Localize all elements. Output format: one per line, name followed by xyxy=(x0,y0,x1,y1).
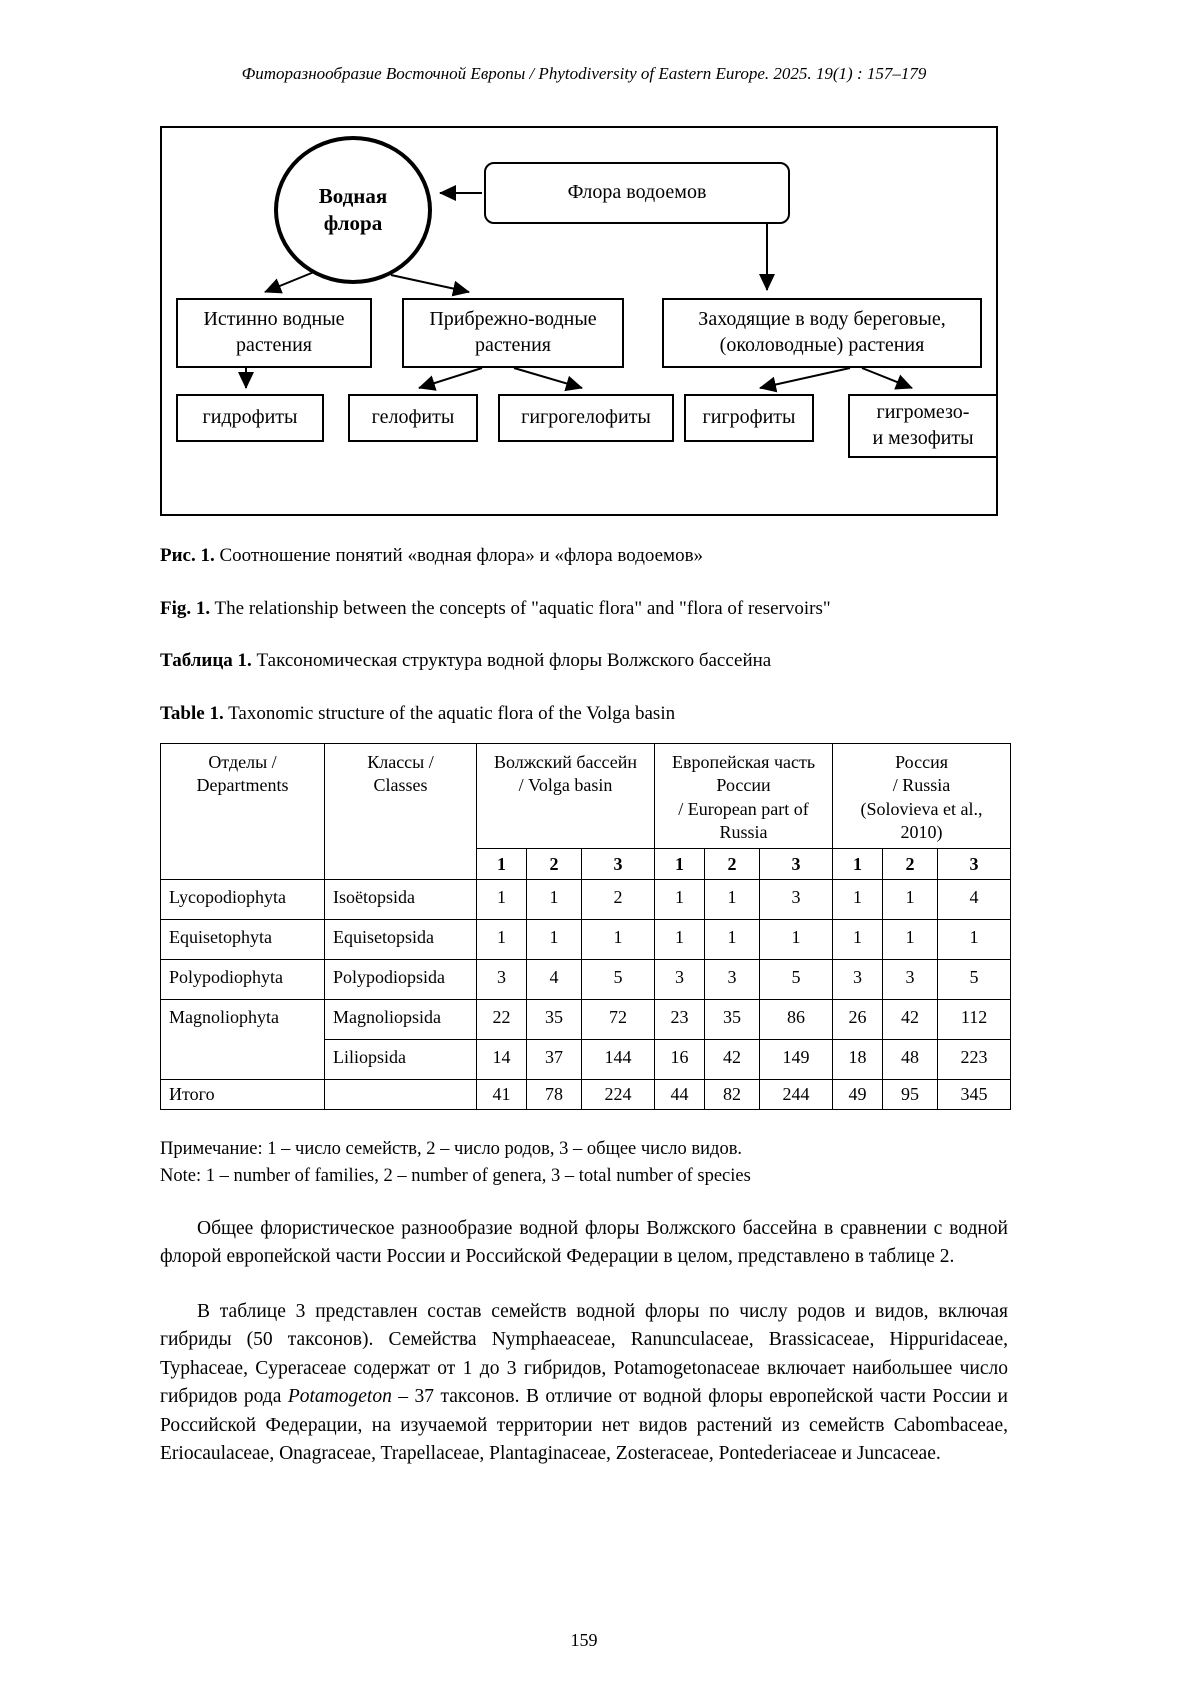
body-paragraph-1: Общее флористическое разнообразие водной флоры Волжского бассейна в сравнении с водной флорой европейской части России и Российской Федерации в целом, представлено в таблице 2. xyxy=(160,1217,1008,1268)
cell-value: 3 xyxy=(833,960,883,1000)
cell-value: 1 xyxy=(477,880,527,920)
cell-value: 72 xyxy=(582,1000,655,1040)
node-hydrophytes: гидрофиты xyxy=(176,394,324,442)
page-content xyxy=(160,0,1008,1469)
cell-value: 4 xyxy=(938,880,1011,920)
node-flora-of-reservoirs: Флора водоемов xyxy=(484,162,790,224)
subcol-header: 2 xyxy=(705,849,760,880)
table-row xyxy=(161,1000,1011,1040)
cell-value: 16 xyxy=(655,1040,705,1080)
cell-class: Polypodiopsida xyxy=(325,960,477,1000)
node-hygromesophytes: гигромезо- и мезофиты xyxy=(848,394,998,458)
cell-value: 1 xyxy=(833,880,883,920)
cell-value: 144 xyxy=(582,1040,655,1080)
subcol-header: 3 xyxy=(760,849,833,880)
table-total-row xyxy=(161,1080,1011,1110)
table-title-ru-label: Таблица 1. xyxy=(160,650,252,672)
paragraph-2-text-c: – 37 таксонов. В отличие от водной флоры европейской части России и Российской Федерации, на изучаемой территории нет видов растений из семейств Cabombaceae, Eriocaulaceae, Onagraceae, Trapellaceae, Plantaginaceae, Zosteraceae, Pontederiaceae и Juncaceae. xyxy=(160,1386,1008,1465)
cell-value: 49 xyxy=(833,1080,883,1110)
cell-value: 1 xyxy=(883,880,938,920)
cell-value: 37 xyxy=(527,1040,582,1080)
note-en: Note: 1 – number of families, 2 – number of genera, 3 – total number of species xyxy=(160,1165,751,1186)
cell-value: 1 xyxy=(527,880,582,920)
cell-value: 149 xyxy=(760,1040,833,1080)
node-coastal-aquatic-plants: Прибрежно-водные растения xyxy=(402,298,624,368)
cell-value: 35 xyxy=(705,1000,760,1040)
cell-value: 1 xyxy=(477,920,527,960)
table-notes xyxy=(160,1136,1008,1189)
note-ru: Примечание: 1 – число семейств, 2 – число родов, 3 – общее число видов. xyxy=(160,1139,743,1160)
header-departments: Отделы / Departments xyxy=(161,743,325,880)
cell-value: 5 xyxy=(760,960,833,1000)
cell-value: 18 xyxy=(833,1040,883,1080)
cell-class: Isoëtopsida xyxy=(325,880,477,920)
table-row xyxy=(161,880,1011,920)
cell-value: 1 xyxy=(938,920,1011,960)
node-helophytes: гелофиты xyxy=(348,394,478,442)
body-paragraph-2 xyxy=(160,1298,1008,1469)
cell-value: 1 xyxy=(527,920,582,960)
cell-department: Magnoliophyta xyxy=(161,1000,325,1080)
header-group-russia: Россия / Russia (Solovieva et al., 2010) xyxy=(833,743,1011,849)
cell-value: 42 xyxy=(883,1000,938,1040)
cell-value: 1 xyxy=(705,880,760,920)
subcol-header: 3 xyxy=(938,849,1011,880)
table-row xyxy=(161,960,1011,1000)
cell-value: 1 xyxy=(655,920,705,960)
table-title-en-label: Table 1. xyxy=(160,703,224,725)
cell-value: 82 xyxy=(705,1080,760,1110)
cell-value: 78 xyxy=(527,1080,582,1110)
cell-class: Magnoliopsida xyxy=(325,1000,477,1040)
cell-value: 3 xyxy=(477,960,527,1000)
cell-value: 1 xyxy=(705,920,760,960)
cell-value: 3 xyxy=(705,960,760,1000)
subcol-header: 1 xyxy=(655,849,705,880)
arrow-shore-to-hygromeso xyxy=(862,368,912,388)
cell-value: 1 xyxy=(883,920,938,960)
table-header-groups xyxy=(161,743,1011,849)
cell-value: 14 xyxy=(477,1040,527,1080)
taxonomic-table xyxy=(160,743,1011,1111)
cell-department: Equisetophyta xyxy=(161,920,325,960)
cell-value: 44 xyxy=(655,1080,705,1110)
cell-value: 22 xyxy=(477,1000,527,1040)
cell-value: 1 xyxy=(582,920,655,960)
node-true-aquatic-plants: Истинно водные растения xyxy=(176,298,372,368)
node-aquatic-flora: Водная флора xyxy=(274,136,432,284)
cell-class: Liliopsida xyxy=(325,1040,477,1080)
figure-1-diagram xyxy=(160,126,998,516)
subcol-header: 1 xyxy=(477,849,527,880)
cell-value: 42 xyxy=(705,1040,760,1080)
header-group-volga-basin: Волжский бассейн / Volga basin xyxy=(477,743,655,849)
cell-value: 3 xyxy=(655,960,705,1000)
cell-department: Lycopodiophyta xyxy=(161,880,325,920)
cell-value: 1 xyxy=(833,920,883,960)
cell-value: 41 xyxy=(477,1080,527,1110)
page-number: 159 xyxy=(570,1630,598,1650)
subcol-header: 2 xyxy=(883,849,938,880)
cell-value: 224 xyxy=(582,1080,655,1110)
subcol-header: 2 xyxy=(527,849,582,880)
node-shore-plants: Заходящие в воду береговые, (околоводные) растения xyxy=(662,298,982,368)
figure-caption-ru xyxy=(160,544,1008,569)
cell-value: 26 xyxy=(833,1000,883,1040)
figure-caption-en-label: Fig. 1. xyxy=(160,597,211,619)
cell-department: Polypodiophyta xyxy=(161,960,325,1000)
cell-value: 1 xyxy=(655,880,705,920)
figure-caption-ru-text: Соотношение понятий «водная флора» и «флора водоемов» xyxy=(214,545,704,566)
cell-value: 3 xyxy=(883,960,938,1000)
table-title-en xyxy=(160,702,1008,727)
cell-value: 86 xyxy=(760,1000,833,1040)
cell-value: 2 xyxy=(582,880,655,920)
table-title-en-text: Taxonomic structure of the aquatic flora of the Volga basin xyxy=(223,703,676,725)
arrow-coastal-to-helo xyxy=(419,368,482,388)
cell-empty xyxy=(325,1080,477,1110)
cell-value: 345 xyxy=(938,1080,1011,1110)
cell-value: 223 xyxy=(938,1040,1011,1080)
cell-value: 48 xyxy=(883,1040,938,1080)
cell-value: 5 xyxy=(582,960,655,1000)
cell-total-label: Итого xyxy=(161,1080,325,1110)
figure-caption-en xyxy=(160,597,1008,622)
cell-value: 5 xyxy=(938,960,1011,1000)
arrow-coastal-to-hygrohelo xyxy=(514,368,582,388)
subcol-header: 1 xyxy=(833,849,883,880)
arrow-aquatic-to-true xyxy=(265,272,314,292)
paragraph-2-genus-italic: Potamogeton xyxy=(287,1386,392,1408)
arrow-shore-to-hygro xyxy=(760,368,850,388)
header-classes: Классы / Classes xyxy=(325,743,477,880)
paragraph-2-text-a: В таблице 3 представлен состав семейств водной флоры по числу родов и видов, включая гибриды (50 таксонов). Семейства Nymphaeaceae, Ranunculaceae, Brassicaceae, Hippuridaceae, Typhaceae, Cyperaceae содержат от 1 до 3 гибридов, Potamogetonaceae включает наибольшее число гибридов рода xyxy=(160,1300,1008,1408)
table-title-ru xyxy=(160,649,1008,674)
cell-value: 4 xyxy=(527,960,582,1000)
arrow-aquatic-to-coastal xyxy=(391,275,469,292)
cell-value: 23 xyxy=(655,1000,705,1040)
cell-value: 244 xyxy=(760,1080,833,1110)
cell-value: 1 xyxy=(760,920,833,960)
table-row xyxy=(161,920,1011,960)
cell-value: 95 xyxy=(883,1080,938,1110)
cell-value: 112 xyxy=(938,1000,1011,1040)
cell-class: Equisetopsida xyxy=(325,920,477,960)
figure-caption-en-text: The relationship between the concepts of "aquatic flora" and "flora of reservoirs" xyxy=(210,597,831,619)
cell-value: 35 xyxy=(527,1000,582,1040)
header-group-european-russia: Европейская часть России / European part of Russia xyxy=(655,743,833,849)
journal-running-header: Фиторазнообразие Восточной Европы / Phytodiversity of Eastern Europe. 2025. 19(1) : 157–179 xyxy=(241,64,927,83)
table-title-ru-text: Таксономическая структура водной флоры Волжского бассейна xyxy=(251,650,772,672)
node-hygrophytes: гигрофиты xyxy=(684,394,814,442)
node-hygrohelophytes: гигрогелофиты xyxy=(498,394,674,442)
cell-value: 3 xyxy=(760,880,833,920)
figure-caption-ru-label: Рис. 1. xyxy=(160,545,215,566)
subcol-header: 3 xyxy=(582,849,655,880)
